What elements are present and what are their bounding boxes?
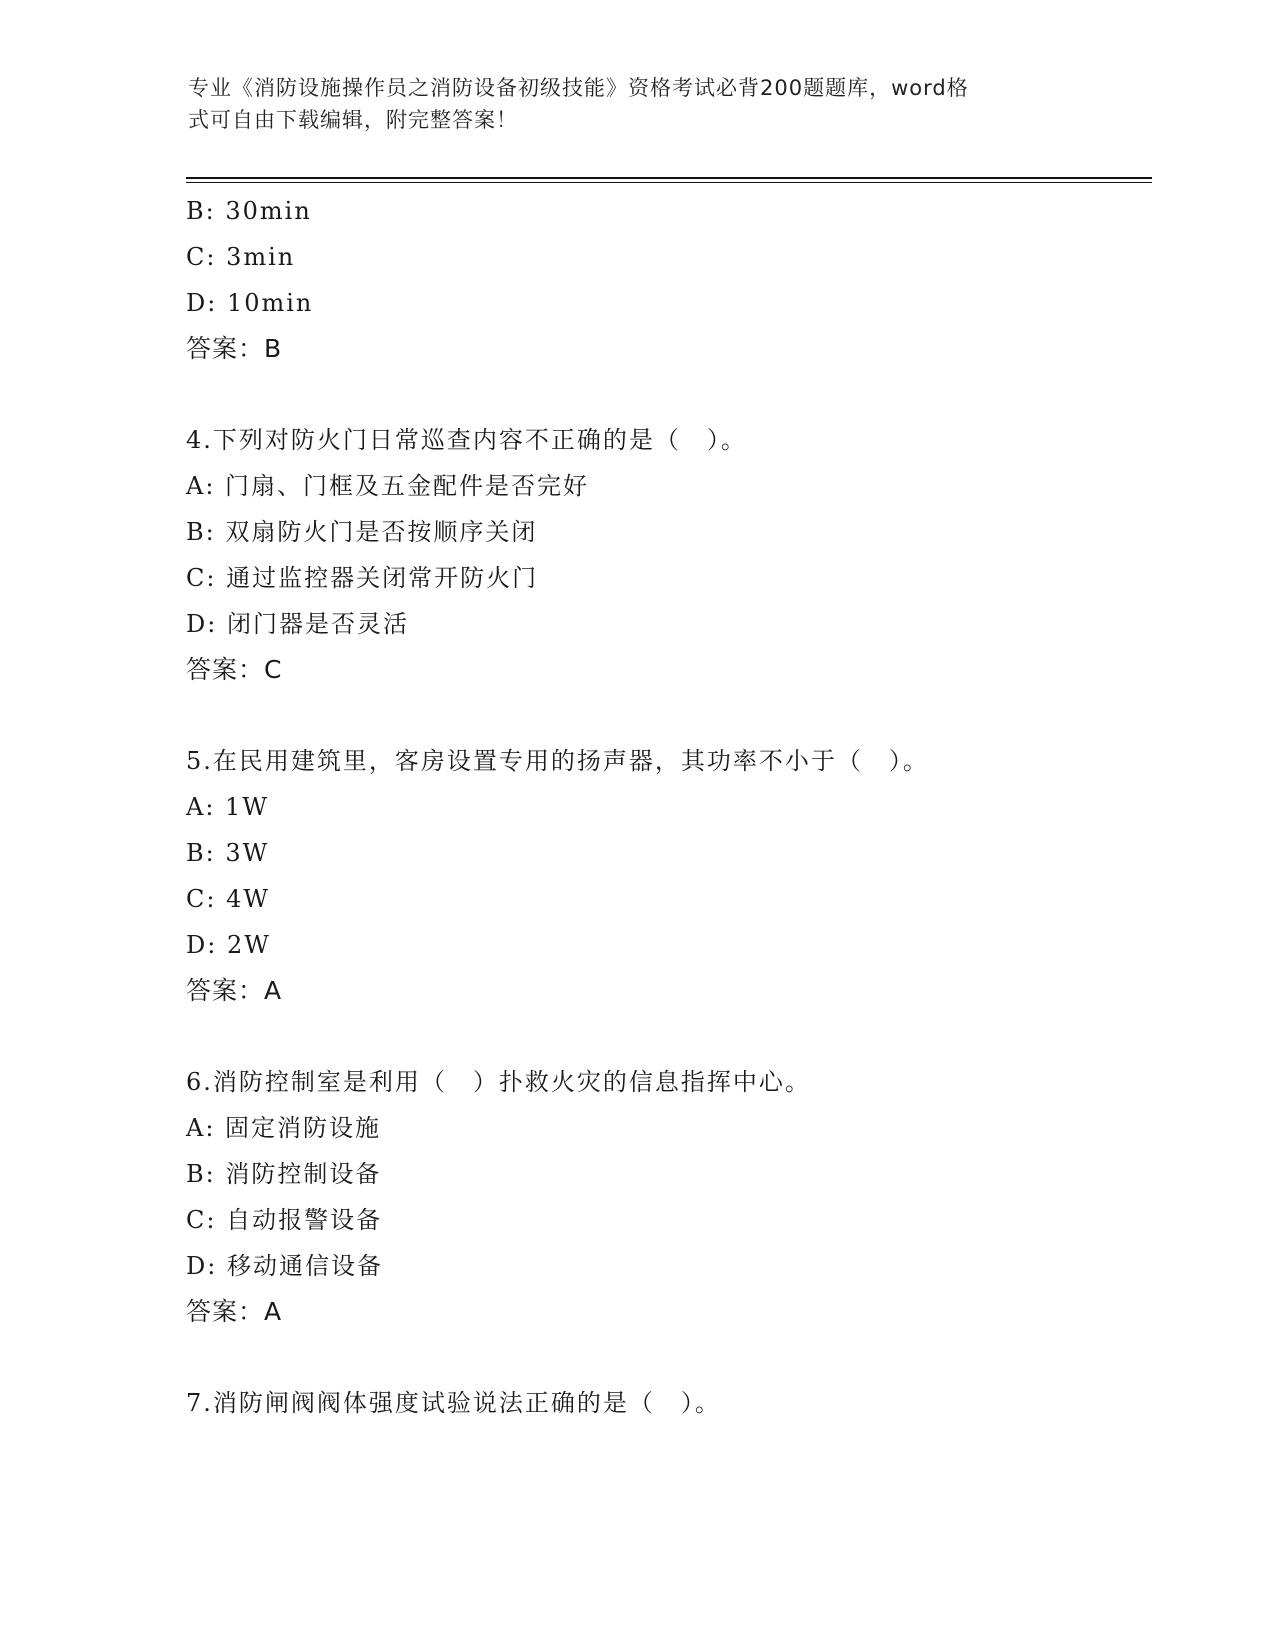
question-7 [186,1380,1152,1426]
option-b: B: 双扇防火门是否按顺序关闭 [186,518,538,546]
option-d: D: 移动通信设备 [186,1252,383,1280]
question-list [186,188,1152,1426]
option-c: C: 通过监控器关闭常开防火门 [186,564,539,592]
question-stem: 6.消防控制室是利用（ ）扑救火灾的信息指挥中心。 [186,1068,811,1096]
header-rule-thin [186,182,1152,183]
option-a: A: 1W [186,793,269,821]
option-d: D: 2W [186,931,271,959]
option-b: B: 消防控制设备 [186,1160,382,1188]
option-d: D: 闭门器是否灵活 [186,610,409,638]
question-5 [186,738,1152,1014]
option-c: C: 4W [186,885,271,913]
option-b: B: 30min [186,197,312,225]
option-a: A: 门扇、门框及五金配件是否完好 [186,472,590,500]
header-line-2: 式可自由下载编辑，附完整答案！ [188,108,518,132]
header-line-1: 专业《消防设施操作员之消防设备初级技能》资格考试必背200题题库，word格 [188,76,969,100]
option-c: C: 3min [186,243,296,271]
option-b: B: 3W [186,839,270,867]
answer-line: 答案：B [186,334,283,363]
question-stem: 5.在民用建筑里，客房设置专用的扬声器，其功率不小于（ ）。 [186,747,929,775]
option-a: A: 固定消防设施 [186,1114,382,1142]
header-rule-thick [186,177,1152,179]
document-header [188,72,1058,136]
option-c: C: 自动报警设备 [186,1206,383,1234]
question-4 [186,417,1152,693]
answer-line: 答案：A [186,1297,283,1326]
option-d: D: 10min [186,289,314,317]
question-stem: 7.消防闸阀阀体强度试验说法正确的是（ ）。 [186,1389,721,1417]
answer-line: 答案：A [186,976,283,1005]
question-6 [186,1059,1152,1335]
question-3-partial [186,188,1152,372]
question-stem: 4.下列对防火门日常巡查内容不正确的是（ ）。 [186,426,747,454]
answer-line: 答案：C [186,655,283,684]
